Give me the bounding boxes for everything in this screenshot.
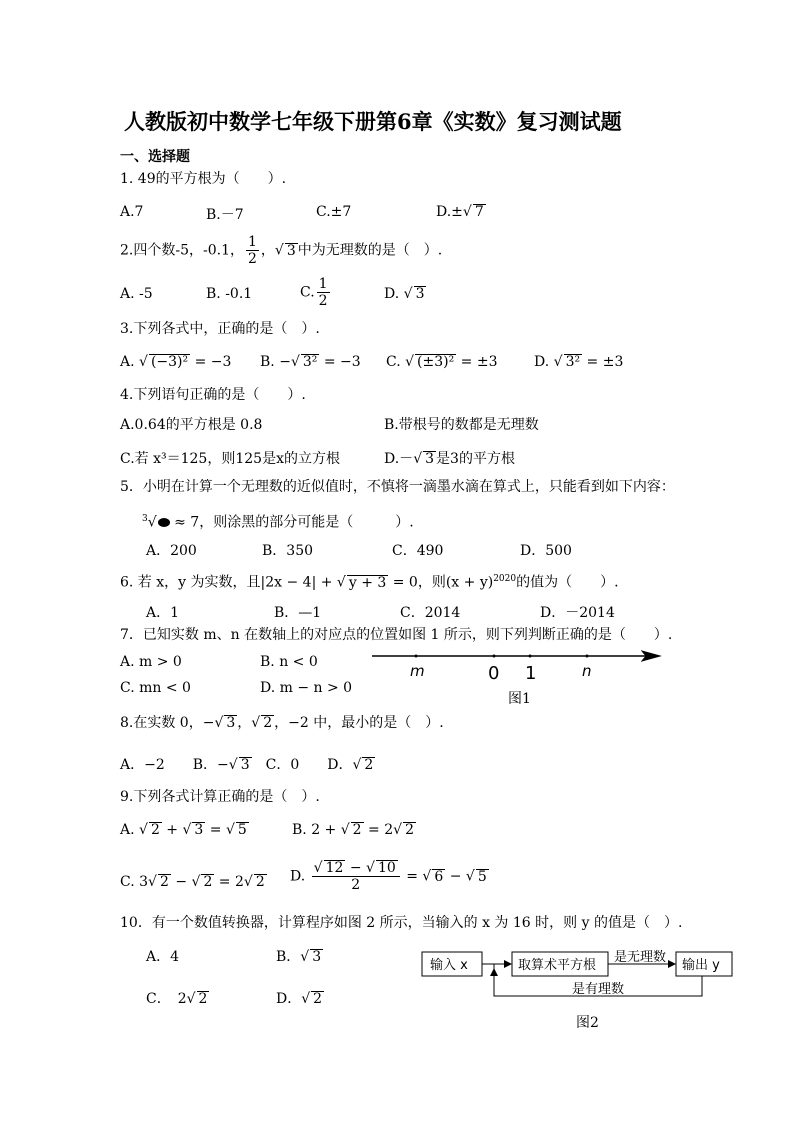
q1-option-d: D.±√ 7 bbox=[436, 204, 484, 220]
question-7-stem: 7．已知实数 m、n 在数轴上的对应点的位置如图 1 所示，则下列判断正确的是（ ）. bbox=[120, 627, 673, 643]
q4-option-a: A.0.64的平方根是 0.8 bbox=[120, 417, 263, 433]
question-4-stem: 4.下列语句正确的是（ ）. bbox=[120, 387, 306, 403]
sqrt-box-label: 取算术平方根 bbox=[518, 958, 597, 973]
q10-option-a: A．4 bbox=[146, 949, 180, 965]
q1-option-a: A.7 bbox=[120, 204, 144, 220]
q5-option-c: C．490 bbox=[392, 543, 444, 559]
q6-option-c: C．2014 bbox=[400, 605, 461, 621]
axis-label-0: 0 bbox=[488, 663, 500, 684]
question-9-stem: 9.下列各式计算正确的是（ ）. bbox=[120, 789, 320, 805]
q6-option-b: B．—1 bbox=[274, 605, 322, 621]
irrational-label: 是无理数 bbox=[614, 950, 667, 965]
q3-option-d: D. √ 3² = ±3 bbox=[534, 354, 624, 370]
question-10-stem: 10．有一个数值转换器，计算程序如图 2 所示，当输入的 x 为 16 时，则 y 的值是（ ）. bbox=[120, 915, 683, 931]
q7-option-d: D. m − n > 0 bbox=[260, 680, 353, 696]
q8-options: A．−2 B．−√ 3 C．0 D．√ 2 bbox=[120, 757, 374, 773]
q2-option-d: D. √ 3 bbox=[384, 286, 425, 302]
q9-option-c: C. 3√ 2 − √ 2 = 2√ 2 bbox=[120, 874, 265, 890]
rational-label: 是有理数 bbox=[572, 982, 625, 997]
figure-1-caption: 图1 bbox=[508, 691, 531, 707]
q5-expression: $^3$√ ≈ 7，则涂黑的部分可能是（ ）. bbox=[142, 514, 414, 531]
q7-option-a: A. m > 0 bbox=[120, 654, 182, 670]
q5-option-d: D．500 bbox=[520, 543, 572, 559]
ink-blot bbox=[158, 518, 170, 527]
flowchart-figure bbox=[420, 946, 740, 1006]
output-box-label: 输出 y bbox=[682, 958, 720, 973]
q6-option-d: D．－2014 bbox=[540, 605, 615, 621]
q9-option-a: A. √ 2 + √ 3 = √ 5 bbox=[120, 822, 247, 838]
q3-option-b: B. −√ 3² = −3 bbox=[260, 354, 361, 370]
q4-option-d: D.－√ 3 是3的平方根 bbox=[384, 451, 515, 467]
q7-option-c: C. mn < 0 bbox=[120, 680, 191, 696]
q3-option-c: C. √ (±3)² = ±3 bbox=[386, 354, 498, 370]
q7-option-b: B. n < 0 bbox=[260, 654, 318, 670]
q10-option-c: C． 2√ 2 bbox=[146, 991, 208, 1007]
question-2-stem: 2.四个数-5，-0.1， $\frac{1}{2}$ ，√ 3 中为无理数的是（ ）. bbox=[120, 234, 443, 267]
q4-option-c: C.若 x³＝125，则125是x的立方根 bbox=[120, 451, 340, 467]
q2-option-a: A. -5 bbox=[120, 286, 153, 302]
q1-option-b: B.－7 bbox=[206, 207, 244, 223]
axis-label-1: 1 bbox=[525, 663, 537, 684]
question-8-stem: 8.在实数 0，−√ 3 ，√ 2 ，−2 中，最小的是（ ）. bbox=[120, 715, 444, 731]
q6-option-a: A．1 bbox=[146, 605, 180, 621]
fraction-half: $\frac{1}{2}$ bbox=[248, 234, 257, 267]
axis-label-n: n bbox=[582, 662, 592, 680]
q4-option-b: B.带根号的数都是无理数 bbox=[384, 417, 539, 433]
figure-2-caption: 图2 bbox=[576, 1015, 599, 1031]
q9-option-d: D. $\frac{√ 12 - √ 10}{2}$ = √ 6 − √ 5 bbox=[290, 860, 487, 893]
q10-option-b: B．√ 3 bbox=[276, 949, 322, 965]
q2-option-c: C. $\frac{1}{2}$ bbox=[300, 276, 328, 309]
number-line-figure bbox=[370, 646, 670, 686]
question-3-stem: 3.下列各式中，正确的是（ ）. bbox=[120, 321, 320, 337]
axis-label-m: m bbox=[410, 662, 425, 680]
page-title: 人教版初中数学七年级下册第6章《实数》复习测试题 bbox=[124, 109, 622, 134]
q3-option-a: A. √ (−3)² = −3 bbox=[120, 354, 232, 370]
q2-option-b: B. -0.1 bbox=[206, 286, 253, 302]
question-5-stem: 5．小明在计算一个无理数的近似值时，不慎将一滴墨水滴在算式上，只能看到如下内容： bbox=[120, 479, 675, 495]
q5-option-a: A．200 bbox=[146, 543, 197, 559]
input-box-label: 输入 x bbox=[430, 958, 468, 973]
section-heading: 一、选择题 bbox=[120, 149, 190, 165]
q10-option-d: D．√ 2 bbox=[276, 991, 323, 1007]
question-1-stem: 1. 49的平方根为（ ）. bbox=[120, 171, 287, 187]
question-6-stem: 6. 若 x，y 为实数，且|2x − 4| + √ y + 3 = 0，则$(x + y)^{2020}$的值为（ ）. bbox=[120, 574, 619, 591]
q1-option-c: C.±7 bbox=[316, 204, 352, 220]
q9-option-b: B. 2 + √ 2 = 2√ 2 bbox=[292, 822, 414, 838]
q5-option-b: B．350 bbox=[262, 543, 314, 559]
